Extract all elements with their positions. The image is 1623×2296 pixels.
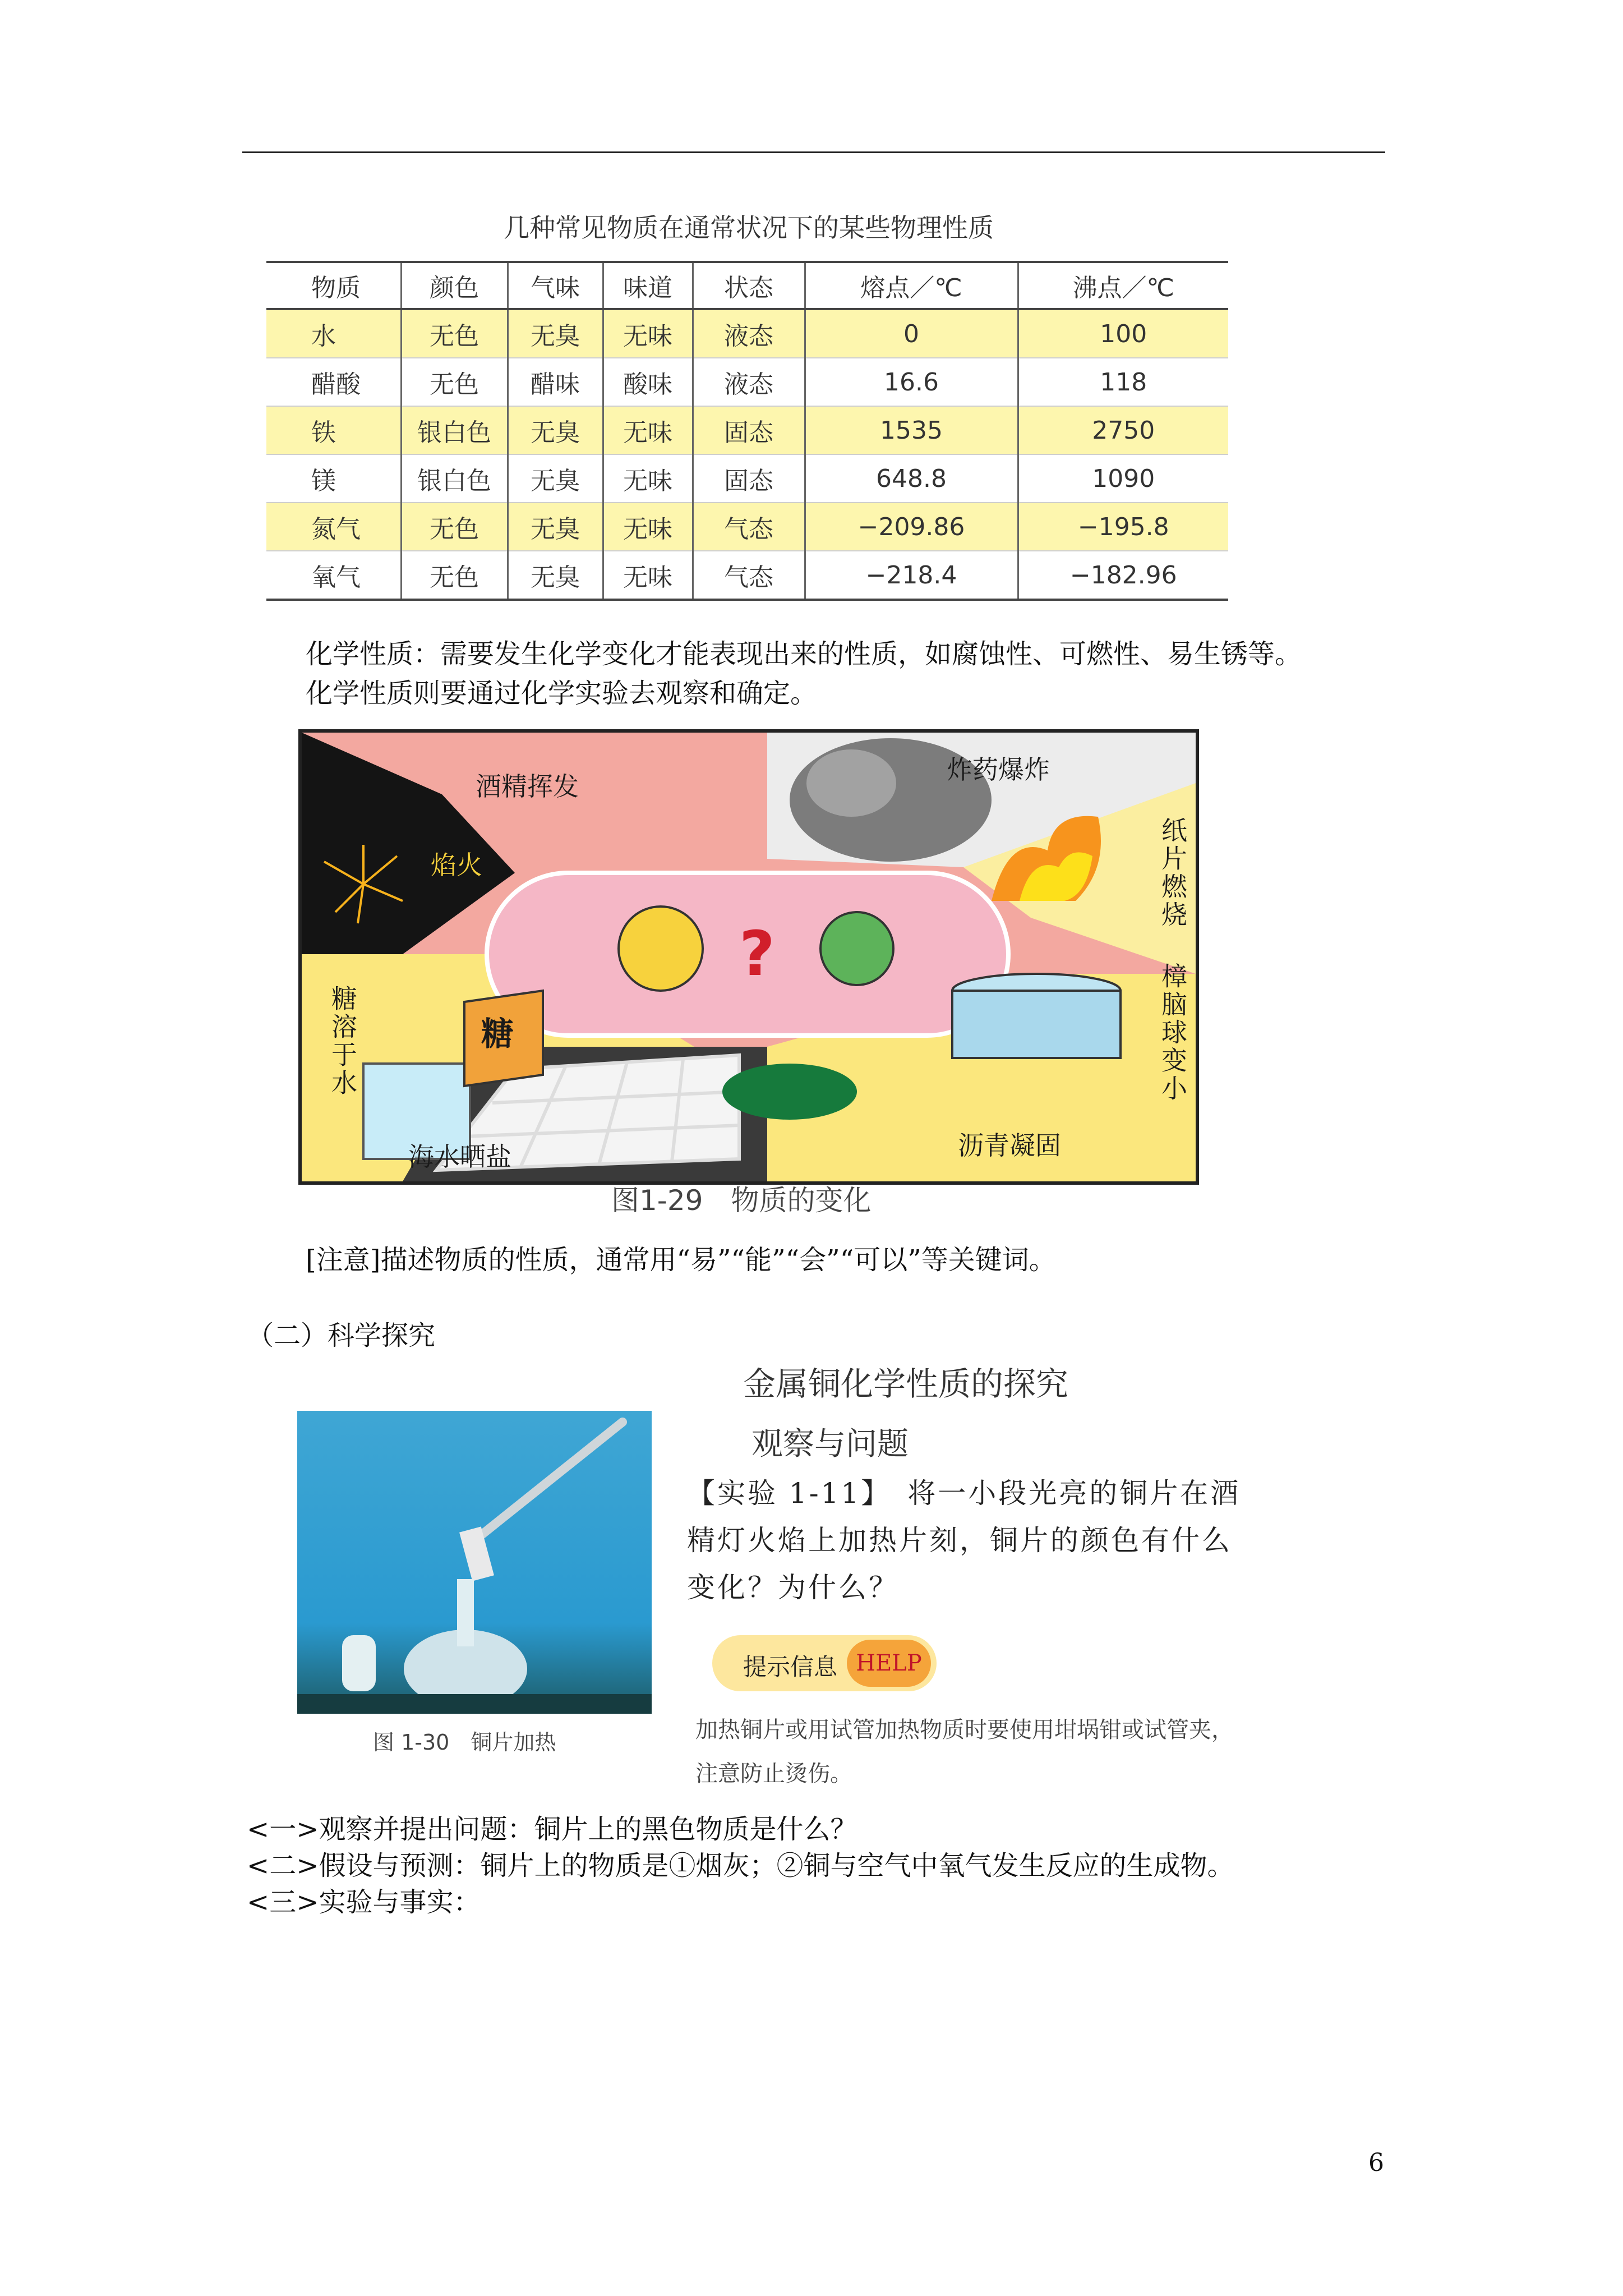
label-explosion: 炸药爆炸 xyxy=(947,754,1050,785)
label-sea-salt: 海水晒盐 xyxy=(408,1142,511,1172)
help-label: 提示信息 xyxy=(743,1653,838,1681)
table-cell: 2750 xyxy=(1092,416,1155,445)
properties-table-wrapper xyxy=(266,261,1228,601)
table-cell: 酸味 xyxy=(603,358,693,406)
label-sugar-dissolve: 糖溶于水 xyxy=(328,985,358,1097)
help-note: 加热铜片或用试管加热物质时要使用坩埚钳或试管夹，注意防止烫伤。 xyxy=(695,1717,1234,1787)
help-banner xyxy=(712,1635,937,1691)
label-camphor: 樟脑球变小 xyxy=(1158,963,1188,1103)
table-cell: 固态 xyxy=(693,406,805,454)
help-badge: HELP xyxy=(847,1640,931,1687)
col-header-melting-point: 熔点／℃ xyxy=(805,262,1018,309)
table-cell: 液态 xyxy=(693,358,805,406)
table-cell: 无臭 xyxy=(508,503,603,551)
chem-property-line-2: 化学性质则要通过化学实验去观察和确定。 xyxy=(306,678,818,709)
section-heading: （二）科学探究 xyxy=(247,1320,436,1351)
table-cell: 无臭 xyxy=(508,454,603,503)
table-cell: −195.8 xyxy=(1077,512,1169,541)
table-cell: 16.6 xyxy=(805,358,1018,406)
step-3: <三>实验与事实： xyxy=(247,1887,481,1918)
table-cell: 醋酸 xyxy=(266,358,401,406)
table-cell: 118 xyxy=(1100,367,1147,397)
table-cell: 无色 xyxy=(401,551,508,600)
properties-table xyxy=(266,261,1228,601)
table-cell: 银白色 xyxy=(401,406,508,454)
step-2: <二>假设与预测：铜片上的物质是①烟灰；②铜与空气中氧气发生反应的生成物。 xyxy=(247,1850,1234,1881)
experiment-title: 金属铜化学性质的探究 xyxy=(743,1365,1069,1403)
table-cell: 固态 xyxy=(693,454,805,503)
table-cell: 银白色 xyxy=(401,454,508,503)
col-header-boiling-point: 沸点／℃ xyxy=(1072,274,1174,302)
chem-property-line-1: 化学性质：需要发生化学变化才能表现出来的性质，如腐蚀性、可燃性、易生锈等。 xyxy=(306,638,1302,670)
table-cell: 醋味 xyxy=(508,358,603,406)
table-cell: 气态 xyxy=(693,551,805,600)
question-mark: ? xyxy=(739,918,775,990)
table-cell: 无味 xyxy=(603,551,693,600)
label-paper-burning: 纸片燃烧 xyxy=(1158,817,1188,929)
table-cell: 无色 xyxy=(401,309,508,358)
table-row xyxy=(266,551,1228,600)
table-row xyxy=(266,454,1228,503)
table-cell: 无味 xyxy=(603,503,693,551)
table-cell: 100 xyxy=(1100,319,1147,348)
copper-heating-photo xyxy=(297,1411,652,1714)
table-header-row xyxy=(266,262,1228,309)
label-alcohol: 酒精挥发 xyxy=(476,771,579,802)
table-cell: 氮气 xyxy=(266,503,401,551)
table-cell: 无味 xyxy=(603,406,693,454)
experiment-subtitle: 观察与问题 xyxy=(751,1426,909,1462)
experiment-instructions: 【实验 1-11】 将一小段光亮的铜片在酒精灯火焰上加热片刻，铜片的颜色有什么变化？为什么？ xyxy=(687,1477,1241,1604)
table-cell: 无臭 xyxy=(508,406,603,454)
col-header-state: 状态 xyxy=(693,262,805,309)
table-cell: −218.4 xyxy=(805,551,1018,600)
table-cell: 液态 xyxy=(693,309,805,358)
label-sugar-box: 糖 xyxy=(481,1015,514,1053)
page-number: 6 xyxy=(1368,2148,1384,2177)
step-1: <一>观察并提出问题：铜片上的黑色物质是什么？ xyxy=(247,1814,857,1845)
col-header-substance: 物质 xyxy=(266,262,401,309)
table-cell: 水 xyxy=(266,309,401,358)
table-cell: 无臭 xyxy=(508,309,603,358)
col-header-taste: 味道 xyxy=(603,262,693,309)
table-cell: 1090 xyxy=(1092,464,1155,493)
figure-substance-changes xyxy=(298,729,1199,1185)
table-cell: 镁 xyxy=(266,454,401,503)
table-cell: 无臭 xyxy=(508,551,603,600)
table-cell: 无味 xyxy=(603,309,693,358)
table-cell: 无色 xyxy=(401,358,508,406)
figure-1-30-caption: 图 1-30 铜片加热 xyxy=(373,1730,556,1755)
col-header-odor: 气味 xyxy=(508,262,603,309)
table-row xyxy=(266,309,1228,358)
table-cell: 648.8 xyxy=(805,454,1018,503)
table-cell: 0 xyxy=(805,309,1018,358)
table-caption: 几种常见物质在通常状况下的某些物理性质 xyxy=(504,213,994,243)
table-row xyxy=(266,406,1228,454)
table-cell: 无味 xyxy=(603,454,693,503)
table-cell: 氧气 xyxy=(266,551,401,600)
header-rule xyxy=(242,151,1385,153)
photo-illustration xyxy=(297,1411,652,1714)
note-paragraph: [注意]描述物质的性质，通常用“易”“能”“会”“可以”等关键词。 xyxy=(306,1244,1056,1276)
table-cell: 无色 xyxy=(401,503,508,551)
table-row xyxy=(266,358,1228,406)
table-cell: 铁 xyxy=(266,406,401,454)
table-cell: 1535 xyxy=(805,406,1018,454)
table-cell: 气态 xyxy=(693,503,805,551)
label-fireworks: 焰火 xyxy=(431,850,482,880)
label-asphalt: 沥青凝固 xyxy=(958,1130,1061,1161)
col-header-color: 颜色 xyxy=(401,262,508,309)
figure-1-29-caption: 图1-29 物质的变化 xyxy=(611,1184,872,1217)
table-cell: −209.86 xyxy=(805,503,1018,551)
table-row xyxy=(266,503,1228,551)
table-cell: −182.96 xyxy=(1069,560,1177,590)
